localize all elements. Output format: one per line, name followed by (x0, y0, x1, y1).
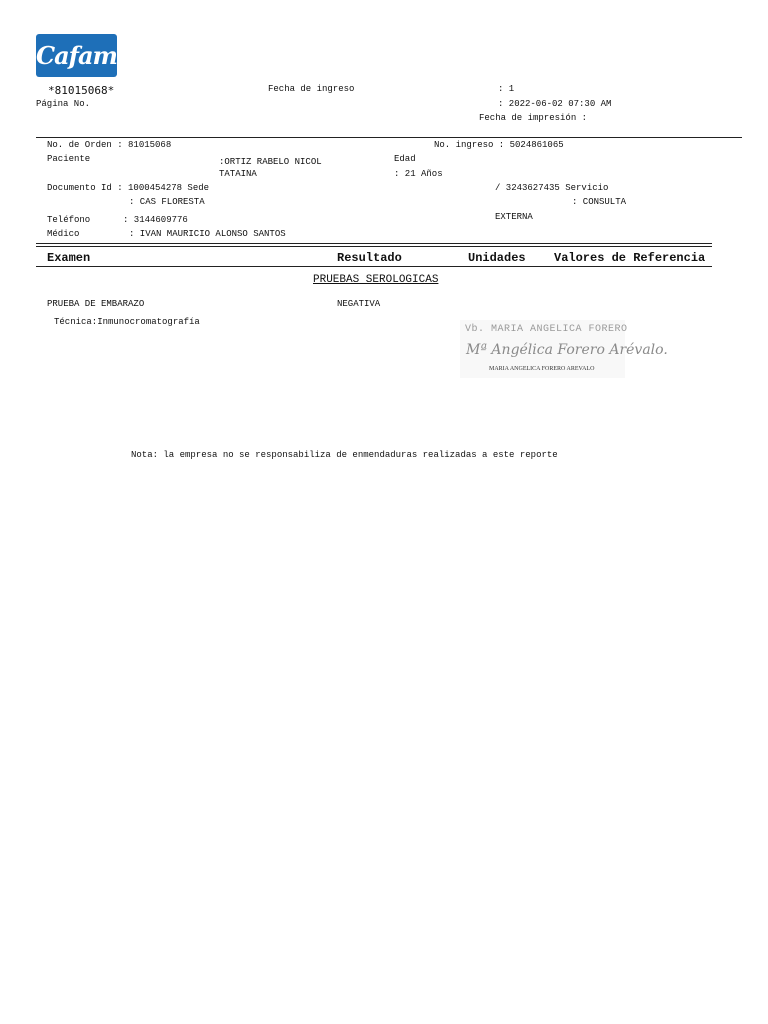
ingreso-number: No. ingreso : 5024861065 (434, 140, 564, 150)
footer-note: Nota: la empresa no se responsabiliza de enmendaduras realizadas a este reporte (131, 450, 558, 460)
col-examen: Examen (47, 251, 91, 265)
paciente-name-line2: TATAINA (219, 169, 257, 179)
section-title: PRUEBAS SEROLOGICAS (313, 274, 439, 286)
paciente-label: Paciente (47, 154, 91, 164)
pagina-value: : 1 (498, 84, 515, 94)
tecnica-text: Técnica:Inmunocromatografía (54, 317, 200, 327)
examen-name: PRUEBA DE EMBARAZO (47, 299, 145, 309)
signature-vb: Vb. MARIA ANGELICA FORERO (465, 324, 628, 335)
fecha-ingreso-label: Fecha de ingreso (268, 84, 355, 94)
cafam-logo: Cafam (36, 34, 117, 77)
servicio-value-line2: EXTERNA (495, 212, 533, 222)
signature-printed-name: MARIA ANGELICA FORERO AREVALO (489, 366, 595, 372)
telefono-label: Teléfono (47, 215, 91, 225)
medico-label: Médico (47, 229, 80, 239)
table-top-rule-2 (36, 246, 712, 247)
pagina-label: Página No. (36, 99, 91, 109)
table-header-bottom-rule (36, 266, 712, 267)
phone-servicio: / 3243627435 Servicio (495, 183, 609, 193)
paciente-name-line1: :ORTIZ RABELO NICOL (219, 157, 322, 167)
signature-handwritten: Mª Angélica Forero Arévalo. (466, 342, 668, 358)
sede-value: : CAS FLORESTA (129, 197, 205, 207)
edad-value: : 21 Años (394, 169, 443, 179)
telefono-value: : 3144609776 (123, 215, 188, 225)
table-top-rule-1 (36, 243, 712, 244)
col-unidades: Unidades (468, 251, 526, 265)
documento-id: Documento Id : 1000454278 Sede (47, 183, 210, 193)
col-resultado: Resultado (337, 251, 402, 265)
fecha-ingreso-value: : 2022-06-02 07:30 AM (498, 99, 612, 109)
servicio-value: : CONSULTA (572, 197, 627, 207)
medico-value: : IVAN MAURICIO ALONSO SANTOS (129, 229, 286, 239)
col-valores-referencia: Valores de Referencia (554, 251, 706, 265)
header-divider (36, 137, 742, 138)
resultado-value: NEGATIVA (337, 299, 381, 309)
fecha-impresion-label: Fecha de impresión : (479, 113, 588, 123)
edad-label: Edad (394, 154, 416, 164)
barcode-text: *81015068* (48, 84, 115, 97)
orden-number: No. de Orden : 81015068 (47, 140, 172, 150)
